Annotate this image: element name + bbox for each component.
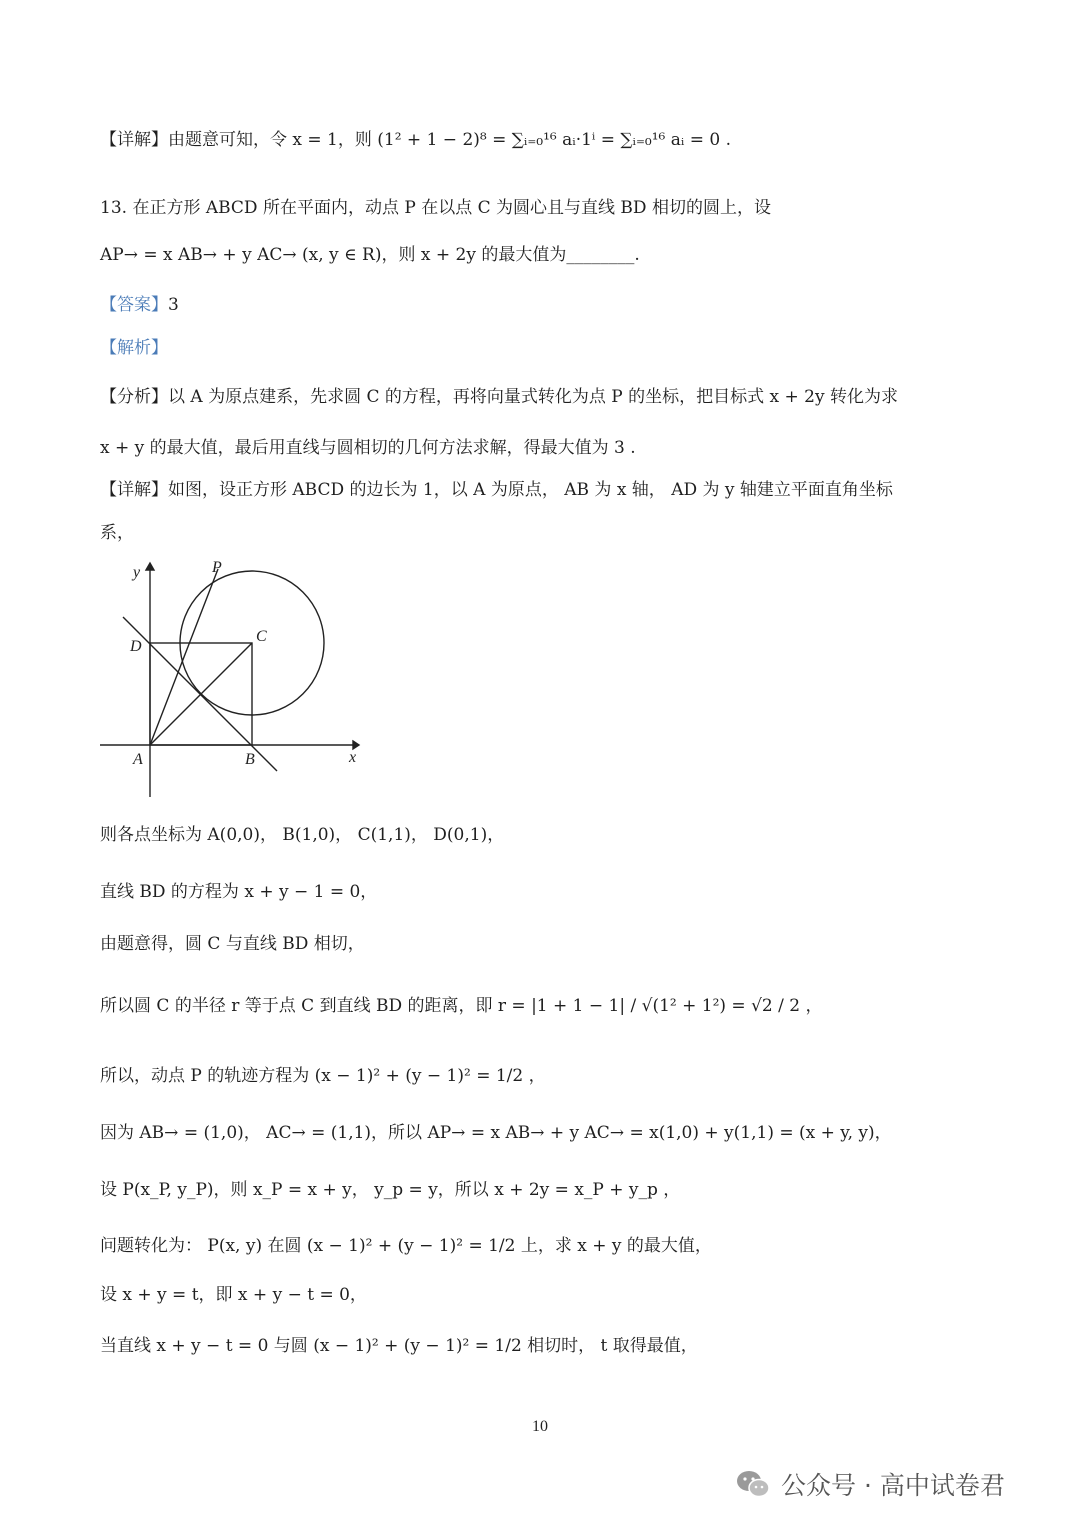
line-ap [150, 569, 218, 745]
label-y: y [133, 564, 141, 581]
analysis-tag: 【解析】 [100, 338, 168, 358]
x-axis-arrow [353, 741, 359, 749]
page-number: 10 [532, 1418, 548, 1435]
detail-line-2: 【详解】如图，设正方形 ABCD 的边长为 1，以 A 为原点， AB 为 x 轴， AD 为 y 轴建立平面直角坐标 [100, 480, 893, 500]
watermark [735, 1466, 1005, 1502]
answer-tag: 【答案】3 [100, 295, 179, 315]
label-c: C [256, 628, 267, 645]
analysis-line-1: 【分析】以 A 为原点建系，先求圆 C 的方程，再将向量式转化为点 P 的坐标，把目标式 x + 2y 转化为求 [100, 387, 899, 407]
detail-line-12: 设 x + y = t，即 x + y − t = 0， [100, 1285, 367, 1305]
label-b: B [245, 751, 255, 768]
label-d: D [130, 638, 142, 655]
detail-line-3: 系， [100, 523, 134, 543]
answer-value: 3 [168, 295, 179, 315]
detail-line-8: 所以，动点 P 的轨迹方程为 (x − 1)² + (y − 1)² = 1/2 ， [100, 1066, 546, 1086]
question-13-line-2: AP→ = x AB→ + y AC→ (x, y ∈ R)，则 x + 2y 的最大值为________. [100, 245, 640, 265]
detail-line-5: 直线 BD 的方程为 x + y − 1 = 0， [100, 882, 378, 902]
analysis-line-2: x + y 的最大值，最后用直线与圆相切的几何方法求解，得最大值为 3 . [100, 438, 636, 458]
detail-line-4: 则各点坐标为 A(0,0)， B(1,0)， C(1,1)， D(0,1)， [100, 825, 505, 845]
line-bd [123, 617, 277, 771]
detail-line-10: 设 P(x_P, y_P)，则 x_P = x + y， y_p = y，所以 x + 2y = x_P + y_p ， [100, 1180, 681, 1200]
label-a: A [133, 751, 143, 768]
detail-line-6: 由题意得，圆 C 与直线 BD 相切， [100, 934, 365, 954]
y-axis-arrow [146, 563, 154, 570]
wechat-icon [735, 1469, 771, 1499]
geometry-figure [95, 555, 365, 805]
detail-line-1: 【详解】由题意可知，令 x = 1，则 (1² + 1 − 2)⁸ = ∑ᵢ₌₀¹⁶ aᵢ·1ⁱ = ∑ᵢ₌₀¹⁶ aᵢ = 0 . [100, 130, 731, 150]
detail-line-13: 当直线 x + y − t = 0 与圆 (x − 1)² + (y − 1)² = 1/2 相切时， t 取得最值， [100, 1336, 698, 1356]
detail-line-11: 问题转化为： P(x, y) 在圆 (x − 1)² + (y − 1)² = 1/2 上，求 x + y 的最大值， [100, 1236, 712, 1256]
question-13-line-1: 13. 在正方形 ABCD 所在平面内，动点 P 在以点 C 为圆心且与直线 BD 相切的圆上，设 [100, 198, 771, 218]
label-p: P [212, 559, 222, 576]
watermark-text: 公众号 · 高中试卷君 [781, 1471, 1005, 1500]
detail-line-9: 因为 AB→ = (1,0)， AC→ = (1,1)，所以 AP→ = x AB→ + y AC→ = x(1,0) + y(1,1) = (x + y, y)， [100, 1123, 892, 1143]
label-x: x [349, 749, 357, 766]
detail-line-7: 所以圆 C 的半径 r 等于点 C 到直线 BD 的距离，即 r = |1 + 1 − 1| / √(1² + 1²) = √2 / 2 ， [100, 996, 823, 1016]
